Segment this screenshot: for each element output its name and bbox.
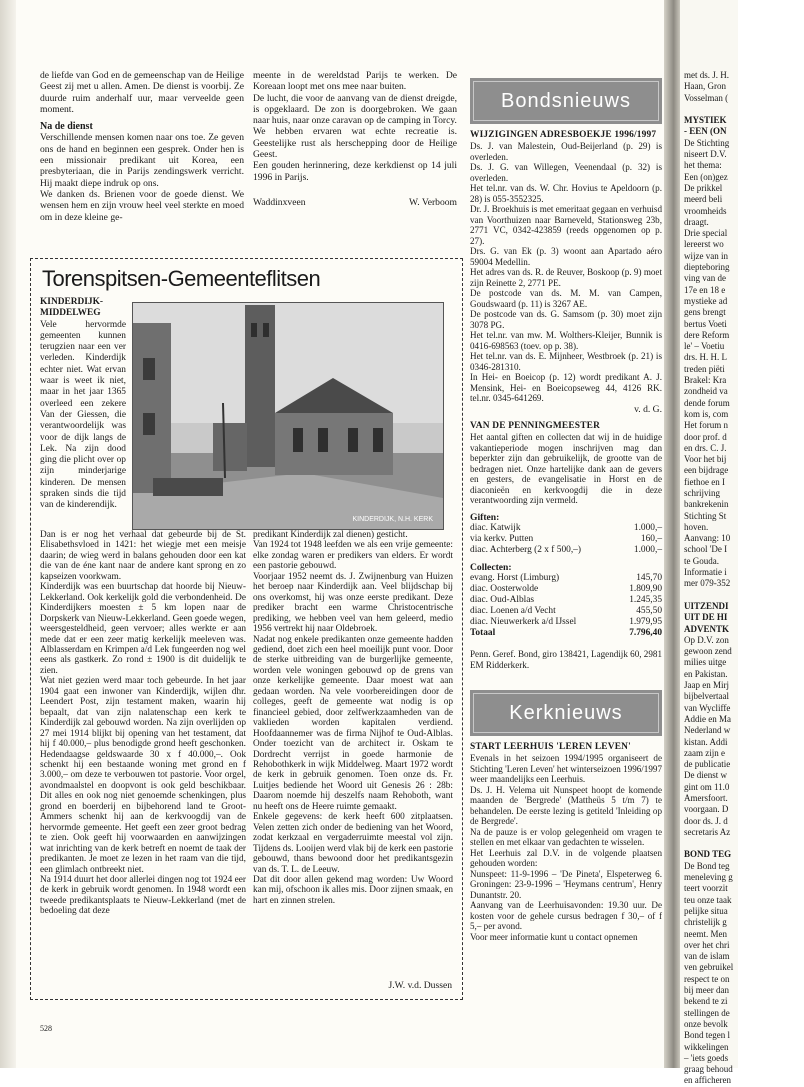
facing-page-line: de publicatie (684, 759, 731, 770)
facing-page-line: mer 079-352 (684, 578, 731, 589)
facing-page-line: stellingen de (684, 1007, 730, 1018)
facing-page-line: niseert D.V. (684, 149, 727, 160)
paragraph: Een gouden herinnering, deze kerkdienst op 14 juli 1996 in Parijs. (253, 160, 457, 183)
leerhuis-block (470, 742, 662, 942)
facing-page-line: Nederland w (684, 725, 731, 736)
facing-page-line: door prof. d (684, 431, 727, 442)
facing-page-line: teu onze taak (684, 894, 732, 905)
paragraph: De lucht, die voor de aanvang van de dienst dreigde, is opgeklaard. De zon is doorgebroken. We gaan naar huis, naar onze caravan op de camping in Torcy. (253, 92, 457, 127)
facing-page-line: drs. H. H. L (684, 352, 727, 363)
page-number: 528 (40, 1024, 52, 1033)
leerhuis-text: Evenals in het seizoen 1994/1995 organiseert de Stichting 'Leren Leven' het winterseizoen 1996/1997 weer maandelijks een Leerhuis. Ds. J. H. Velema uit Nunspeet hoopt de komende maanden de 'Bergrede' (Mattheüs 5 t/m 7) te behandelen. De eerste lezing is getiteld 'Inleiding op de Bergrede'. Na de pauze is er volop gelegenheid om vragen te stellen en met elkaar van gedachten te wisselen. Het Leerhuis zal D.V. in de volgende plaatsen gehouden worden: Nunspeet: 11-9-1996 – 'De Pineta', Elspeterweg 6. Groningen: 23-9-1996 – 'Heymans centrum', Henry Dunantstr. 20. Aanvang van de Leerhuisavonden: 19.30 uur. De kosten voor de gehele cursus bedragen f 30,– of f 5,– per avond. Voor meer informatie kunt u contact opnemen (470, 753, 662, 942)
facing-page-line (684, 590, 804, 601)
gift-label: diac. Achterberg (2 x f 500,–) (470, 545, 581, 556)
facing-page-line: Een (on)gez (684, 171, 728, 182)
facing-page-line: De Bond teg (684, 860, 730, 871)
facing-page-line: gint om 11.0 (684, 781, 730, 792)
kerknieuws-banner: Kerknieuws (470, 690, 662, 736)
article-right-column: predikant Kinderdijk zal dienen) gesticht. Van 1924 tot 1948 leefden we als een vrije gemeente: elke zondag waren er predikers van elders. Er wordt een pastorie gebouwd. Voorjaar 1952 neemt ds. J. Zwijnenburg van Huizen het beroep naar Kinderdijk aan. Veel blijdschap bij ons overkomst, hij was onze eerste predikant. Deze prediker bracht een warme Christocentrische prediking, we hebben veel van hem geleerd, medio 1956 vertrekt hij naar Oldebroek. Nadat nog enkele predikanten onze gemeente hadden gediend, doet zich een heel moeilijk punt voor. Door de sterke uitbreiding van de burgerlijke gemeente, worden vele woningen gebouwd op de grens van onze kerkelijke gemeente. Daar moest wat aan gedaan worden. Na vele voorbereidingen door de colleges, geeft de gemeente wat nodig is op financieel gebied, door zelfwerkzaamheden van de vaklieden worden kapitalen verdiend. Hoofdaannemer was de firma Nijhof te Oud-Alblas. Onder toezicht van de architect ir. Oskam te Dordrecht verrijst in goede harmonie de Rehobothkerk in wijk Middelweg. Maart 1972 wordt de kerk in gebruik genomen. Toen onze ds. Fr. Luitjes bediende het Woord uit Genesis 26 : 28b: Daarom noemde hij deszelfs naam Rehoboth, want nu heeft ons de Heere ruimte gemaakt. Enkele gegevens: de kerk heeft 600 zitplaatsen. Velen zetten zich onder de bediening van het Woord, zodat kerkzaal en vergaderruimte meestal vol zijn. Tijdens ds. Looijen werd vlak bij de kerk een pastorie gebouwd, thans bewoond door het predikantsgezin van ds. T. L. de Leeuw. Dat dit door allen gekend mag worden: Uw Woord kan mij, ofschoon ik alles mis. Door zijnen smaak, en hart en zinnen strelen. (253, 530, 454, 906)
facing-page-line: schrijving (684, 487, 720, 498)
gift-amount: 160,– (640, 534, 662, 545)
facing-page-line: Haan, Gron (684, 81, 726, 92)
collecte-amount: 1.245,35 (629, 595, 662, 606)
facing-page-line: - EEN (ON (684, 126, 727, 137)
facing-page-line (684, 838, 804, 849)
collecte-amount: 1.809,90 (629, 584, 662, 595)
gift-row (470, 523, 662, 534)
gift-amount: 1.000,– (633, 523, 662, 534)
collecte-label: evang. Horst (Limburg) (470, 573, 560, 584)
facing-page-line: en Pakistan. (684, 668, 728, 679)
facing-page-line: UIT DE HI (684, 612, 728, 623)
narrow-text: Vele hervormde gemeenten kunnen terugzien naar een ver verleden. Kinderdijk echter niet. Wat ervan waar is weet ik niet, maar in het jaar 1365 overleed een zekere Van der Giessen, die verantwoordelijk was voor de dijk langs de Lek. Na zijn dood ging die plicht over op zijn minderjarige kinderen. De mensen spraken sinds die tijd van de kinderendijk. (40, 319, 126, 511)
facing-page-line: le' – Voetiu (684, 341, 725, 352)
wijzigingen-signature: v. d. G. (634, 403, 662, 415)
giften-heading: Giften: (470, 511, 500, 523)
wijzigingen-text: Ds. J. van Malestein, Oud-Beijerland (p. 29) is overleden. Ds. J. G. van Willegen, Veenendaal (p. 32) is overleden. Het tel.nr. van ds. W. Chr. Hovius te Apeldoorn (p. 28) is 055-3552325. Dr. J. Broekhuis is met emeritaat gegaan en verhuisd van Voorthuizen naar Barneveld, Stationsweg 23b, 2771 VC, 0342-423859 (reeds opgenomen op p. 27). Drs. G. van Ek (p. 3) woont aan Apartado aéro 59004 Medellin. Het adres van ds. R. de Reuver, Boskoop (p. 9) moet zijn Reinette 2, 2771 PE. De postcode van ds. M. M. van Campen, Goudswaard (p. 11) is 3267 AE. De postcode van ds. G. Samsom (p. 30) moet zijn 3078 PG. Het tel.nr. van mw. M. Wolthers-Kleijer, Bunnik is 0416-698563 (toev. op p. 38). Het tel.nr. van ds. E. Mijnheer, Westbroek (p. 21) is 0346-281310. In Hei- en Boeicop (p. 12) wordt predikant A. J. Mensink, Hei- en Boeicopseweg 44, 4126 RK. tel.nr. 0345-641269. (470, 141, 662, 404)
facing-page-line: bertus Voeti (684, 318, 727, 329)
collecte-row (470, 595, 662, 606)
facing-page-line: ven gebruikel (684, 962, 734, 973)
facing-page-line: Drie special (684, 228, 728, 239)
collecte-row (470, 617, 662, 628)
collecte-label: diac. Loenen a/d Vecht (470, 606, 556, 617)
gift-row (470, 545, 662, 556)
facing-page-line: door ds. J. d (684, 815, 728, 826)
paragraph: Verschillende mensen komen naar ons toe. Ze geven ons de hand en beginnen een gesprek. Onder hen is een missionair predikant uit Korea, een presbyteriaan, die in Parijs zendingswerk verricht. Hij maakt diepe indruk op ons. (40, 132, 244, 189)
section-heading-na-de-dienst: Na de dienst (40, 121, 93, 133)
paragraph: meente in de wereldstad Parijs te werken. De Koreaan loopt met ons mee naar buiten. (253, 70, 457, 93)
facing-page-line: onze bevolk (684, 1018, 728, 1029)
facing-page-line: Voor het bij (684, 454, 727, 465)
totaal-label: Totaal (470, 628, 496, 639)
facing-page-line: dende forum (684, 397, 730, 408)
intro-text: de liefde van God en de gemeenschap van de Heilige Geest zij met u allen. Amen. De dienst is voorbij. Ze duurde ruim anderhalf uur, maar verveelde geen moment. (40, 70, 244, 115)
facing-page-line: zaam zijn e (684, 747, 725, 758)
penningmeester-text: Het aantal giften en collecten dat wij in de huidige vakantieperiode mogen inschrijven mag dan beperkter zijn dan gebruikelijk, de grootte van de bedragen niet. Onze hartelijke dank aan de gevers en gesters, de evangelisatie in Horst en de diaconieën en kerkvoogdij die in deze verantwoording zijn vermeld. (470, 432, 662, 506)
facing-page-line: voorgaan. D (684, 804, 729, 815)
totaal-amount: 7.796,40 (629, 628, 662, 639)
article-left-column: Dan is er nog het verhaal dat gebeurde bij de St. Elisabethsvloed in 1421: het wiegje met een meisje daarin; de wieg werd in balans gehouden door een kat die van de éne kant naar de andere kant sprong en zo kapseizen voorkwam. Kinderdijk was een buurtschap dat hoorde bij Nieuw-Lekkerland. Ook kerkelijk gold die verbondenheid. De Kinderdijkers moesten ± 5 km lopen naar de Dorpskerk van Nieuw-Lekkerland. Geen goede wegen, weersgesteldheid, geen vervoer; alles werkte er aan mede dat er een zeer matig kerkelijk meeleven was. Alblasserdam en Krimpen a/d Lek fungeerden nog wel eens als gastkerk. Zo rond ± 1900 is dit duidelijk te zien. Wat niet gezien werd maar toch gebeurde. In het jaar 1904 gaat een inwoner van Kinderdijk, wijlen dhr. Leendert Post, zijn testament maken, waarin hij bepaalt, dat van zijn nalatenschap een kerk te Kinderdijk zal gebouwd worden. Na zijn overlijden op 27 mei 1914 blijkt bij opening van het testament, dat hij f 40.000,– plus benodigde grond heeft geschonken. Hedendaagse geldswaarde 30 x f 40.000,–. Ook schenkt hij een bestaande woning met grond en f 3.000,– om deze te verbouwen tot pastorie. Voor orgel, avondmaalstel en doopvont is ook geld beschikbaar. Dit alles en ook nog niet genoemde schenkingen, plus grond en boerderij en bijbehorend land te Groot-Ammers schenkt hij aan de kerkvoogdij van de hervormde gemeente. Het geeft een zeer groot bedrag te zien. Ook geeft hij voorwaarden en aanwijzingen wat inrichting van de kerk betreft en noemt de taak der predikanten. Je moet ze lezen in het raam van die tijd, een glimlach ontbreekt niet. Na 1914 duurt het door allerlei dingen nog tot 1924 eer de kerk in gebruik wordt genomen. In 1948 wordt een tweede predikantsplaats te Nieuw-Lekkerland (met de bedoeling dat deze (40, 530, 246, 917)
collecte-row (470, 573, 662, 584)
facing-page-line: BOND TEG (684, 849, 732, 860)
gift-label: via kerkv. Putten (470, 534, 534, 545)
facing-page-line: Addie en Ma (684, 713, 731, 724)
facing-page-line: Het forum n (684, 420, 728, 431)
signature-line (253, 197, 457, 208)
facing-page-line: bij meer dan (684, 985, 729, 996)
facing-page-line (684, 104, 804, 115)
paragraph: We hebben ervaren wat echte recreatie is. Geestelijke rust als herschepping door de Heilige Geest. (253, 126, 457, 161)
facing-page-line: te Gouda. (684, 555, 719, 566)
gift-amount: 1.000,– (633, 545, 662, 556)
penningmeester-footer: Penn. Geref. Bond, giro 138421, Lagendijk 60, 2981 EM Ridderkerk. (470, 649, 662, 670)
facing-page-line: Brakel: Kra (684, 375, 727, 386)
facing-page-line: over het chri (684, 939, 730, 950)
church-illustration (133, 303, 443, 529)
facing-page-line: MYSTIEK (684, 115, 727, 126)
facing-page-line: gens brengt (684, 307, 726, 318)
facing-page-line: 17e en 18 e (684, 284, 726, 295)
facing-page-line: Vosselman ( (684, 92, 729, 103)
facing-page-line: het thema: (684, 160, 722, 171)
facing-page-line: respect te on (684, 973, 730, 984)
facing-page-line: treden piëti (684, 363, 725, 374)
collecte-amount: 1.979,95 (629, 617, 662, 628)
facing-page-line: lereerst wo (684, 239, 724, 250)
facing-page-line: draagt. (684, 216, 709, 227)
collecte-label: diac. Oud-Alblas (470, 595, 535, 606)
facing-page-line: en drs. C. J. (684, 442, 727, 453)
facing-page-line: mystieke ad (684, 295, 728, 306)
facing-page-line: milies uitge (684, 657, 727, 668)
facing-page-line: Amersfoort. (684, 793, 728, 803)
facing-page-line: gewoon zend (684, 646, 732, 657)
article-signature: J.W. v.d. Dussen (388, 980, 452, 991)
facing-page-line: kistan. Addi (684, 736, 728, 747)
author: W. Verboom (409, 196, 457, 208)
wijzigingen-heading: WIJZIGINGEN ADRESBOEKJE 1996/1997 (470, 130, 657, 140)
facing-page-line: ving van de (684, 273, 726, 284)
article-title: Torenspitsen-Gemeenteflitsen (42, 266, 321, 291)
facing-page-line: graag behoud (684, 1064, 733, 1075)
facing-page-line: dere Reform (684, 329, 730, 340)
facing-page-line: hoven. (684, 521, 709, 532)
facing-page-line: fiethoe en I (684, 476, 725, 487)
top-left-column (40, 70, 244, 223)
collecte-amount: 145,70 (636, 573, 662, 584)
facing-page-line: UITZENDI (684, 600, 729, 611)
top-middle-column (253, 70, 457, 208)
leerhuis-heading: START LEERHUIS 'LEREN LEVEN' (470, 742, 631, 752)
facing-page-line: De prikkel (684, 182, 723, 193)
place: Waddinxveen (253, 196, 306, 208)
facing-page-line: ADVENTK (684, 623, 730, 634)
facing-page-right (680, 0, 738, 1086)
collecte-row (470, 584, 662, 595)
paragraph: We danken ds. Brienen voor de goede dienst. We wensen hem en zijn vrouw heel veel sterkte en moed om in deze kleine ge- (40, 188, 244, 223)
facing-page-line: van de islam (684, 951, 730, 962)
church-photo (132, 302, 444, 530)
facing-page-line: De Stichting (684, 137, 730, 148)
facing-page-line: vroomheids (684, 205, 727, 216)
facing-page-line: bekend te zi (684, 996, 728, 1007)
facing-page-text (684, 70, 804, 1087)
gift-row (470, 534, 662, 545)
collecte-label: diac. Oosterwolde (470, 584, 539, 595)
wijzigingen-block (470, 130, 662, 415)
facing-page-line: school 'De I (684, 544, 728, 555)
facing-page-line: wikkelingen (684, 1041, 729, 1052)
collecte-label: diac. Nieuwerkerk a/d IJssel (470, 617, 577, 628)
facing-page-line: en afficheren (684, 1075, 732, 1086)
facing-page-line: meneleving g (684, 872, 733, 883)
article-subhead: KINDERDIJK-MIDDELWEG (40, 297, 104, 319)
facing-page-line: christelijk g (684, 917, 727, 928)
facing-page-line: – 'iets goeds (684, 1052, 729, 1063)
facing-page-line: diepteboring (684, 262, 730, 273)
collecte-amount: 455,50 (636, 606, 662, 617)
photo-caption: KINDERDIJK, N.H. KERK (352, 516, 433, 523)
book-gutter (664, 0, 680, 1068)
bondsnieuws-section (470, 78, 662, 670)
facing-page-line: bijbelvertaal (684, 691, 729, 702)
collecten-heading: Collecten: (470, 562, 512, 574)
facing-page-line: van Wycliffe (684, 702, 731, 713)
facing-page-line: meerd beli (684, 194, 723, 205)
facing-page-line: neemt. Men (684, 928, 727, 939)
facing-page-line: met ds. J. H. (684, 70, 729, 80)
facing-page-line: De dienst w (684, 770, 727, 781)
kerknieuws-section (470, 690, 662, 942)
facing-page-line: een bijdrage (684, 465, 729, 476)
narrow-intro-column (40, 297, 126, 512)
facing-page-line: teert voorzit (684, 883, 728, 894)
facing-page-line: Jaap en Mirj (684, 680, 729, 691)
bondsnieuws-banner: Bondsnieuws (470, 78, 662, 124)
collecte-row (470, 606, 662, 617)
facing-page-edge-left (0, 0, 16, 1068)
facing-page-line: Aanvang: 10 (684, 533, 731, 544)
totaal-row (470, 628, 662, 639)
facing-page-line: Stichting St (684, 510, 727, 521)
facing-page-line: zondheid va (684, 386, 728, 397)
penningmeester-heading: VAN DE PENNINGMEESTER (470, 421, 601, 432)
facing-page-line: Informatie i (684, 567, 727, 578)
gift-label: diac. Katwijk (470, 523, 521, 534)
facing-page-line: Bond tegen l (684, 1030, 730, 1041)
facing-page-line: bankrekenin (684, 499, 729, 510)
facing-page-line: Op D.V. zon (684, 634, 729, 645)
facing-page-line: kom is, com (684, 408, 729, 419)
facing-page-line: pelijke situa (684, 905, 728, 916)
facing-page-line: secretaris Az (684, 826, 731, 837)
facing-page-line: wijze van in (684, 250, 728, 261)
penningmeester-block (470, 421, 662, 670)
